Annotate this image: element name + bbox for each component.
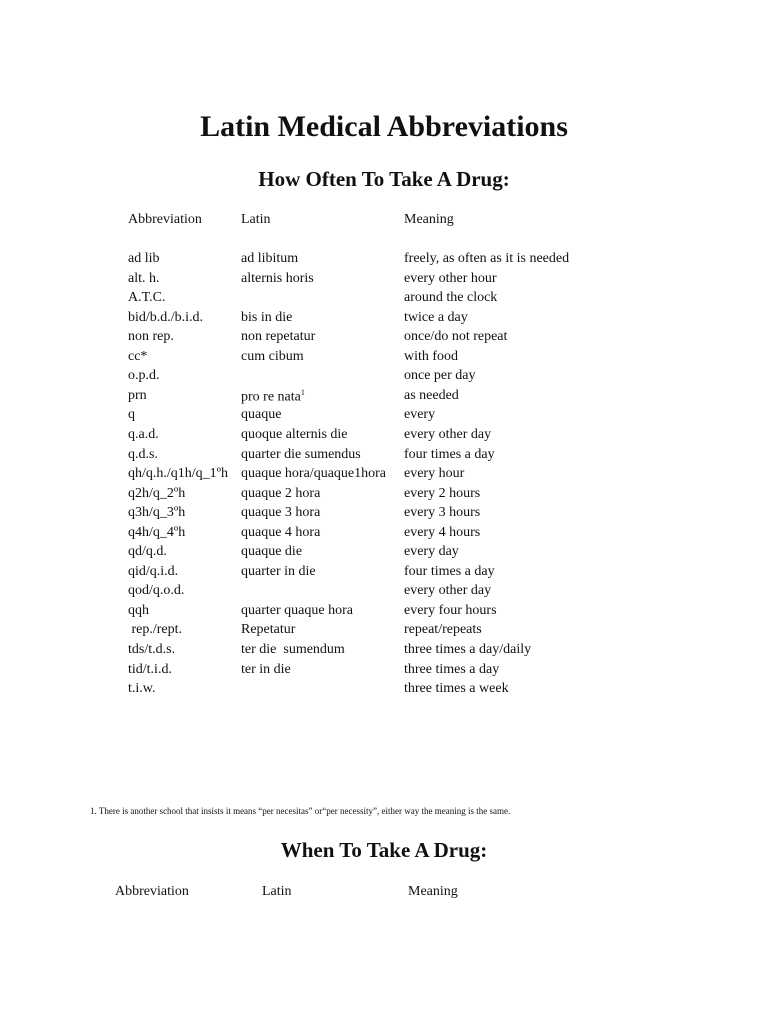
table-row [0,388,768,407]
latin-text: ter die sumendum [241,642,345,657]
latin-cell [241,544,302,560]
meaning-cell: every day [404,544,459,560]
meaning-cell: three times a day/daily [404,642,532,657]
latin-cell [241,388,305,406]
abbreviation-cell: prn [128,387,147,403]
abbreviation-cell: qh/q.h./q1h/q_1ºh [128,466,229,482]
meaning-cell: four times a day [404,563,495,579]
latin-text: quaque die [241,544,303,560]
latin-text: non repetatur [241,329,316,345]
table-row [0,622,768,641]
meaning-cell: every other day [404,583,492,599]
latin-text: ter in die [241,661,291,677]
table-row [0,642,768,661]
table-row [0,505,768,524]
abbreviation-cell: tds/t.d.s. [128,642,176,657]
meaning-cell: every four hours [404,602,497,618]
latin-cell [241,427,348,443]
latin-cell [241,271,314,287]
table-row [0,662,768,681]
meaning-cell: once/do not repeat [404,329,508,345]
latin-cell [241,407,281,423]
abbreviation-cell: q4h/q_4ºh [128,524,186,540]
meaning-cell: around the clock [404,290,498,306]
abbreviation-cell: rep./rept. [128,622,183,638]
table-row [0,681,768,700]
column-header-latin: Latin [241,212,271,227]
table-row [0,583,768,602]
table-row [0,310,768,329]
latin-text: quaque [241,407,282,423]
table-row [0,329,768,348]
meaning-cell: three times a week [404,681,509,697]
footnote: 1. There is another school that insists it means “per necesitas” or“per necessity”, either way the meaning is the same. [90,806,511,816]
table-row [0,290,768,309]
latin-text: Repetatur [241,622,296,638]
table-row [0,466,768,485]
table-row [0,564,768,583]
abbreviation-cell: qqh [128,602,149,618]
latin-text: pro re nata [241,389,301,405]
abbreviation-cell: non rep. [128,329,174,345]
latin-text: ad libitum [241,251,299,266]
abbreviation-cell: A.T.C. [128,290,166,306]
table-header-how-often [0,212,768,231]
latin-text: alternis horis [241,270,314,286]
section-heading-when: When To Take A Drug: [280,838,488,862]
section-heading-how-often: How Often To Take A Drug: [258,167,510,191]
latin-text: quoque alternis die [241,426,348,442]
latin-text: quarter in die [241,563,316,579]
table-row [0,486,768,505]
latin-cell [241,564,316,580]
column-header-abbreviation: Abbreviation [128,212,202,227]
latin-text: quaque 4 hora [241,524,321,540]
column-header-abbreviation: Abbreviation [115,884,189,899]
meaning-cell: every 3 hours [404,505,481,521]
abbreviation-cell: qod/q.o.d. [128,583,185,599]
latin-text: quarter quaque hora [241,602,353,618]
latin-cell [241,662,291,678]
abbreviation-cell: cc* [128,348,148,364]
abbreviation-cell: q3h/q_3ºh [128,505,186,521]
latin-cell [241,525,320,541]
meaning-cell: every 4 hours [404,524,481,540]
latin-text: bis in die [241,309,293,325]
footnote-marker: 1 [300,387,305,397]
meaning-cell: every other day [404,426,492,442]
latin-cell [241,622,295,638]
latin-text: quaque 3 hora [241,505,321,521]
abbreviation-cell: o.p.d. [128,368,160,384]
meaning-cell: freely, as often as it is needed [404,251,570,266]
abbreviation-cell: q [128,407,135,423]
abbreviation-cell: q.a.d. [128,426,159,442]
table-row [0,603,768,622]
table-row [0,271,768,290]
meaning-cell: every [404,407,436,423]
table-row [0,349,768,368]
latin-cell [241,310,292,326]
table-row [0,544,768,563]
latin-cell [241,447,361,463]
abbreviation-cell: q2h/q_2ºh [128,485,186,501]
meaning-cell: four times a day [404,446,495,462]
abbreviation-cell: qd/q.d. [128,544,167,560]
column-header-meaning: Meaning [404,212,454,227]
table-row [0,251,768,270]
table-row [0,368,768,387]
latin-text: quarter die sumendus [241,446,361,462]
latin-cell [241,603,353,619]
column-header-latin: Latin [262,884,292,899]
table-row [0,427,768,446]
latin-cell [241,466,386,482]
table-header-when [0,884,768,903]
abbreviation-cell: tid/t.i.d. [128,661,172,677]
latin-cell [241,642,345,658]
table-row [0,407,768,426]
abbreviation-cell: t.i.w. [128,681,156,697]
meaning-cell: every hour [404,466,465,482]
meaning-cell: every 2 hours [404,485,481,501]
latin-cell [241,329,315,345]
abbreviation-cell: ad lib [128,251,160,266]
latin-cell [241,505,320,521]
latin-text: quaque 2 hora [241,485,321,501]
abbreviation-cell: q.d.s. [128,446,158,462]
meaning-cell: twice a day [404,309,468,325]
page-title: Latin Medical Abbreviations [200,110,568,143]
meaning-cell: with food [404,348,459,364]
column-header-meaning: Meaning [408,884,458,899]
latin-text: cum cibum [241,348,304,364]
latin-cell [241,349,304,365]
latin-cell [241,486,320,502]
meaning-cell: repeat/repeats [404,622,482,638]
abbreviation-cell: alt. h. [128,270,160,286]
latin-cell [241,251,298,267]
latin-text: quaque hora/quaque1hora [241,466,386,482]
meaning-cell: three times a day [404,661,500,677]
meaning-cell: once per day [404,368,476,384]
meaning-cell: every other hour [404,270,497,286]
meaning-cell: as needed [404,387,459,403]
table-row [0,525,768,544]
abbreviation-cell: bid/b.d./b.i.d. [128,309,204,325]
abbreviation-cell: qid/q.i.d. [128,563,179,579]
table-row [0,447,768,466]
